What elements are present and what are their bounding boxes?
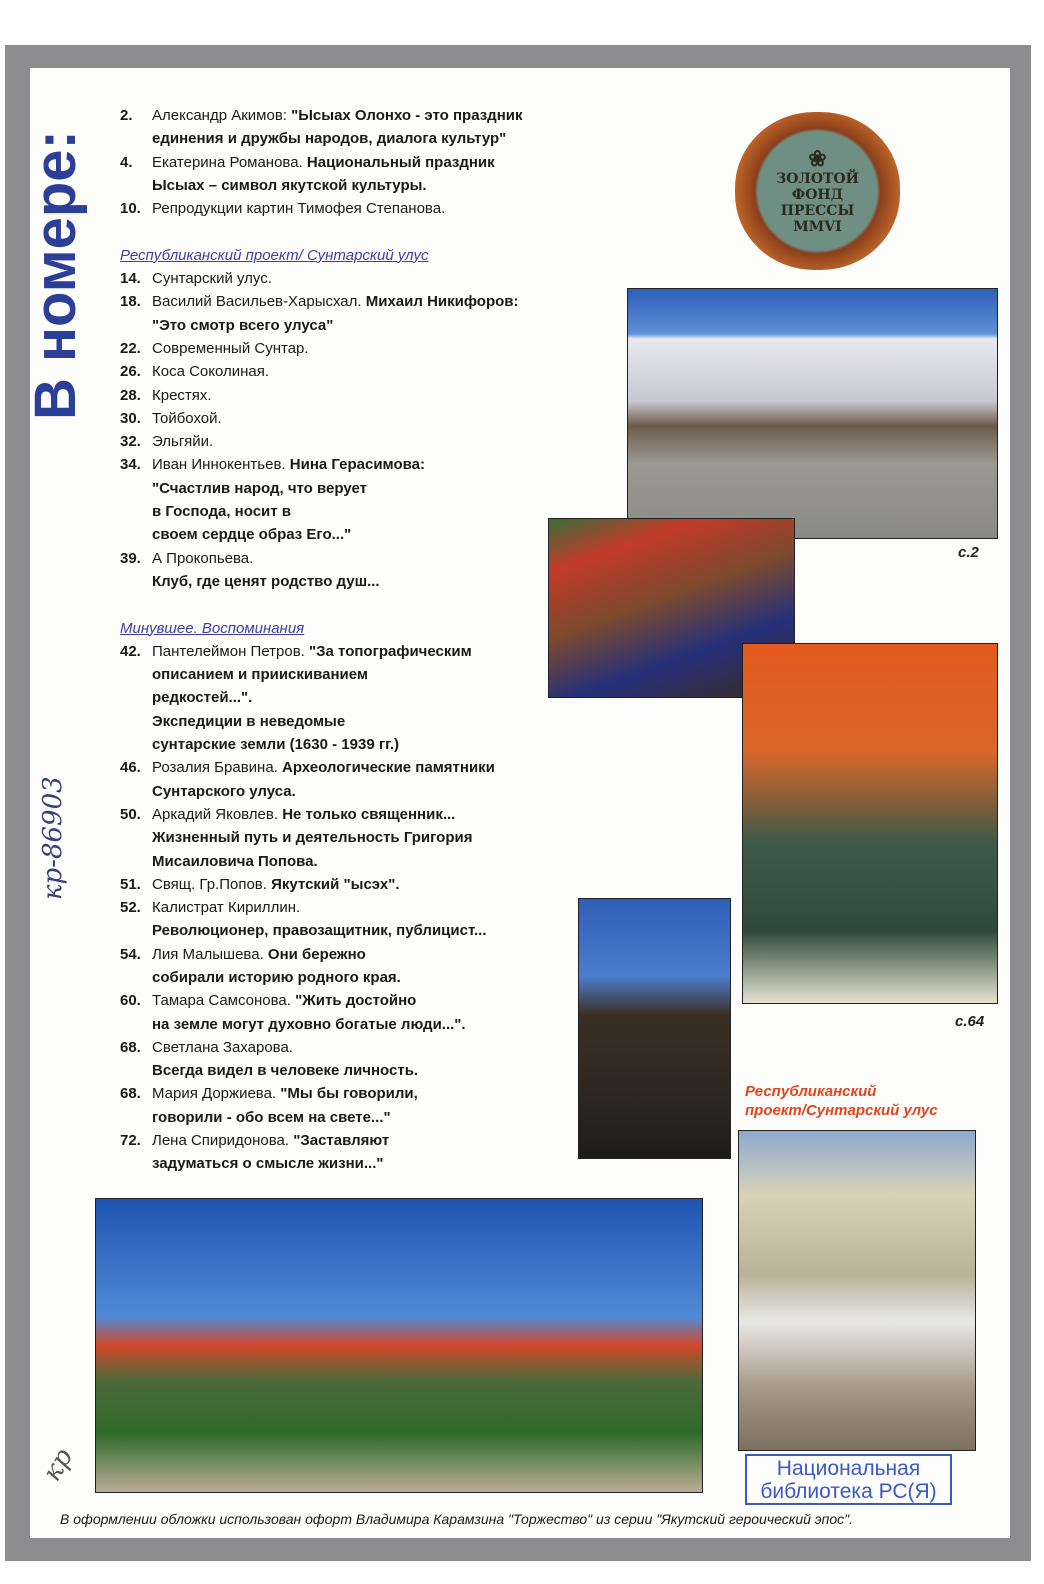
cover-credit: В оформлении обложки использован офорт Владимира Карамзина "Торжество" из серии "Якутский героический эпос". — [60, 1511, 854, 1527]
handwritten-code: кр-86903 — [38, 776, 68, 900]
author: Сунтарский улус. — [152, 270, 272, 288]
toc-entry[interactable] — [120, 337, 600, 360]
toc-entry[interactable] — [120, 943, 600, 990]
article-title: описанием и приискиванием — [152, 666, 369, 684]
handwritten-initials: кр — [37, 1443, 80, 1487]
toc-entry-line — [120, 1152, 600, 1175]
toc-entry-line — [120, 896, 600, 919]
page-number: 32. — [120, 433, 141, 451]
page-number: 60. — [120, 992, 141, 1010]
author: Иван Иннокентьев. — [152, 456, 290, 474]
toc-entry[interactable] — [120, 640, 600, 756]
article-title: Клуб, где ценят родство душ... — [152, 572, 380, 590]
toc-entry-line — [120, 267, 600, 290]
toc-entry-line — [120, 523, 600, 546]
article-title: "Это смотр всего улуса" — [152, 316, 334, 334]
caption-page-64: с.64 — [955, 1013, 985, 1030]
author: Репродукции картин Тимофея Степанова. — [152, 200, 446, 218]
caption-line: Республиканский — [745, 1083, 877, 1100]
article-title: говорили - обо всем на свете..." — [152, 1108, 391, 1126]
spacer — [120, 220, 600, 243]
toc-entry-line — [120, 1082, 600, 1105]
caption-page-2: с.2 — [958, 544, 979, 561]
article-title: Михаил Никифоров: — [365, 293, 519, 311]
toc-entry-line — [120, 803, 600, 826]
author: Свящ. Гр.Попов. — [152, 875, 272, 893]
article-title: "Ысыах Олонхо - это праздник — [291, 107, 523, 124]
toc-entry-line — [120, 337, 600, 360]
author: Александр Акимов: — [152, 107, 292, 124]
toc-entry[interactable] — [120, 197, 600, 220]
author: Тамара Самсонова. — [152, 992, 296, 1010]
author: Лия Малышева. — [152, 945, 268, 963]
author: Тойбохой. — [152, 409, 222, 427]
author: Крестях. — [152, 386, 212, 404]
toc-entry-line — [120, 360, 600, 383]
toc-entry-line — [120, 1059, 600, 1082]
toc-entry[interactable] — [120, 1082, 600, 1129]
photo-stadium — [95, 1198, 703, 1493]
author: Современный Сунтар. — [152, 339, 309, 357]
toc-entry[interactable] — [120, 290, 600, 337]
toc-entry-line — [120, 174, 600, 197]
toc-entry-line — [120, 756, 600, 779]
table-of-contents — [120, 104, 600, 1176]
photo-elderly-woman — [742, 643, 998, 1004]
toc-entry-line — [120, 104, 600, 127]
page-number: 39. — [120, 549, 141, 567]
toc-entry[interactable] — [120, 267, 600, 290]
toc-entry-line — [120, 989, 600, 1012]
article-title: своем сердце образ Его..." — [152, 526, 352, 544]
toc-entry-line — [120, 570, 600, 593]
toc-entry[interactable] — [120, 407, 600, 430]
seal-line: ПРЕССЫ — [780, 203, 855, 219]
spacer — [120, 593, 600, 616]
toc-entry[interactable] — [120, 360, 600, 383]
page-number: 14. — [120, 270, 141, 288]
author: Эльгяйи. — [152, 433, 214, 451]
toc-entry-line — [120, 151, 600, 174]
page-number: 68. — [120, 1085, 141, 1103]
toc-entry[interactable] — [120, 151, 600, 198]
toc-entry-line — [120, 384, 600, 407]
article-title: Они бережно — [267, 945, 366, 963]
photo-two-women — [738, 1130, 976, 1451]
toc-entry-line — [120, 127, 600, 150]
gold-fund-seal — [735, 112, 900, 270]
toc-entry-line — [120, 1129, 600, 1152]
author: Василий Васильев-Харысхал. — [152, 293, 366, 311]
toc-entry[interactable] — [120, 453, 600, 546]
page-number: 54. — [120, 945, 141, 963]
toc-entry-line — [120, 966, 600, 989]
page-number: 46. — [120, 759, 141, 777]
toc-entry-line — [120, 850, 600, 873]
page-number: 42. — [120, 642, 141, 660]
library-stamp — [745, 1454, 952, 1505]
author: Калистрат Кириллин. — [152, 899, 301, 917]
author: Мария Доржиева. — [152, 1085, 281, 1103]
toc-entry-line — [120, 873, 600, 896]
toc-entry-line — [120, 1036, 600, 1059]
toc-entry-line — [120, 547, 600, 570]
toc-entry-line — [120, 1013, 600, 1036]
article-title: задуматься о смысле жизни..." — [152, 1155, 384, 1173]
toc-entry-line — [120, 1106, 600, 1129]
page-number: 30. — [120, 409, 141, 427]
toc-entry-line — [120, 919, 600, 942]
toc-entry-line — [120, 290, 600, 313]
toc-entry-line — [120, 477, 600, 500]
toc-entry-line — [120, 663, 600, 686]
toc-entry[interactable] — [120, 756, 600, 803]
stamp-line: Национальная — [776, 1457, 921, 1480]
toc-entry-line — [120, 826, 600, 849]
page-number: 72. — [120, 1132, 141, 1150]
article-title: Археологические памятники — [282, 759, 495, 777]
author: Лена Спиридонова. — [152, 1132, 294, 1150]
article-title: Всегда видел в человеке личность. — [152, 1062, 419, 1080]
author: А Прокопьева. — [152, 549, 254, 567]
author: Светлана Захарова. — [152, 1038, 293, 1056]
toc-entry-line — [120, 686, 600, 709]
toc-entry[interactable] — [120, 384, 600, 407]
page-number: 50. — [120, 805, 141, 823]
toc-entry-line — [120, 430, 600, 453]
caption-line: проект/Сунтарский улус — [745, 1102, 938, 1119]
page-number: 18. — [120, 293, 141, 311]
toc-entry-line — [120, 407, 600, 430]
article-title: Сунтарского улуса. — [152, 782, 296, 800]
toc-entry[interactable] — [120, 430, 600, 453]
toc-entry[interactable] — [120, 547, 600, 594]
toc-entry[interactable] — [120, 1129, 600, 1176]
article-title: "Жить достойно — [295, 992, 417, 1010]
page-number: 34. — [120, 456, 141, 474]
article-title: "Заставляют — [293, 1132, 390, 1150]
article-title: Национальный праздник — [306, 153, 495, 171]
lotus-icon: ❀ — [808, 146, 827, 172]
toc-entry[interactable] — [120, 1036, 600, 1083]
toc-entry-line — [120, 710, 600, 733]
article-title: "Счастлив народ, что верует — [152, 479, 367, 497]
article-title: Жизненный путь и деятельность Григория — [152, 829, 473, 847]
toc-entry-line — [120, 780, 600, 803]
article-title: единения и дружбы народов, диалога культур" — [152, 130, 507, 148]
author: Розалия Бравина. — [152, 759, 282, 777]
caption-republic-project — [745, 1082, 938, 1120]
article-title: "Мы бы говорили, — [280, 1085, 418, 1103]
toc-entry-line — [120, 733, 600, 756]
page-number: 28. — [120, 386, 141, 404]
section-heading: Минувшее. Воспоминания — [120, 619, 305, 637]
toc-entry-line — [120, 640, 600, 663]
page-number: 22. — [120, 339, 141, 357]
article-title: "За топографическим — [309, 642, 472, 660]
article-title: в Господа, носит в — [152, 503, 291, 521]
article-title: Мисаиловича Попова. — [152, 852, 318, 870]
seal-line: MMVI — [793, 219, 842, 235]
page-number: 68. — [120, 1038, 141, 1056]
page-number: 26. — [120, 363, 141, 381]
article-title: Не только священник... — [282, 805, 456, 823]
toc-entry-line — [120, 943, 600, 966]
article-title: сунтарские земли (1630 - 1939 гг.) — [152, 736, 399, 754]
toc-entry[interactable] — [120, 896, 600, 943]
author: Коса Соколиная. — [152, 363, 270, 381]
page-number: 52. — [120, 899, 141, 917]
seal-line: ЗОЛОТОЙ — [776, 171, 859, 187]
page-number: 10. — [120, 200, 141, 218]
article-title: Ысыах – символ якутской культуры. — [152, 176, 427, 194]
toc-entry-line — [120, 314, 600, 337]
toc-entry-line — [120, 500, 600, 523]
page-number: 2. — [120, 107, 133, 124]
article-title: собирали историю родного края. — [152, 968, 401, 986]
toc-entry[interactable] — [120, 803, 600, 873]
page-heading: В номере: — [23, 130, 88, 420]
photo-monument-statue — [578, 898, 731, 1159]
article-title: Якутский "ысэх". — [271, 875, 400, 893]
section-heading: Республиканский проект/ Сунтарский улус — [120, 246, 429, 264]
author: Екатерина Романова. — [152, 153, 307, 171]
author: Пантелеймон Петров. — [152, 642, 310, 660]
article-title: редкостей...". — [152, 689, 253, 707]
toc-entry-line — [120, 197, 600, 220]
photo-building-officials — [627, 288, 998, 539]
article-title: на земле могут духовно богатые люди...". — [152, 1015, 466, 1033]
toc-entry[interactable] — [120, 873, 600, 896]
article-title: Революционер, правозащитник, публицист... — [152, 922, 487, 940]
page-number: 51. — [120, 875, 141, 893]
author: Аркадий Яковлев. — [152, 805, 283, 823]
toc-entry[interactable] — [120, 104, 600, 151]
article-title: Нина Герасимова: — [289, 456, 425, 474]
toc-entry-line — [120, 453, 600, 476]
article-title: Экспедиции в неведомые — [152, 712, 346, 730]
page-number: 4. — [120, 153, 133, 171]
stamp-line: библиотека РС(Я) — [760, 1480, 937, 1503]
toc-entry[interactable] — [120, 989, 600, 1036]
seal-line: ФОНД — [791, 187, 844, 203]
